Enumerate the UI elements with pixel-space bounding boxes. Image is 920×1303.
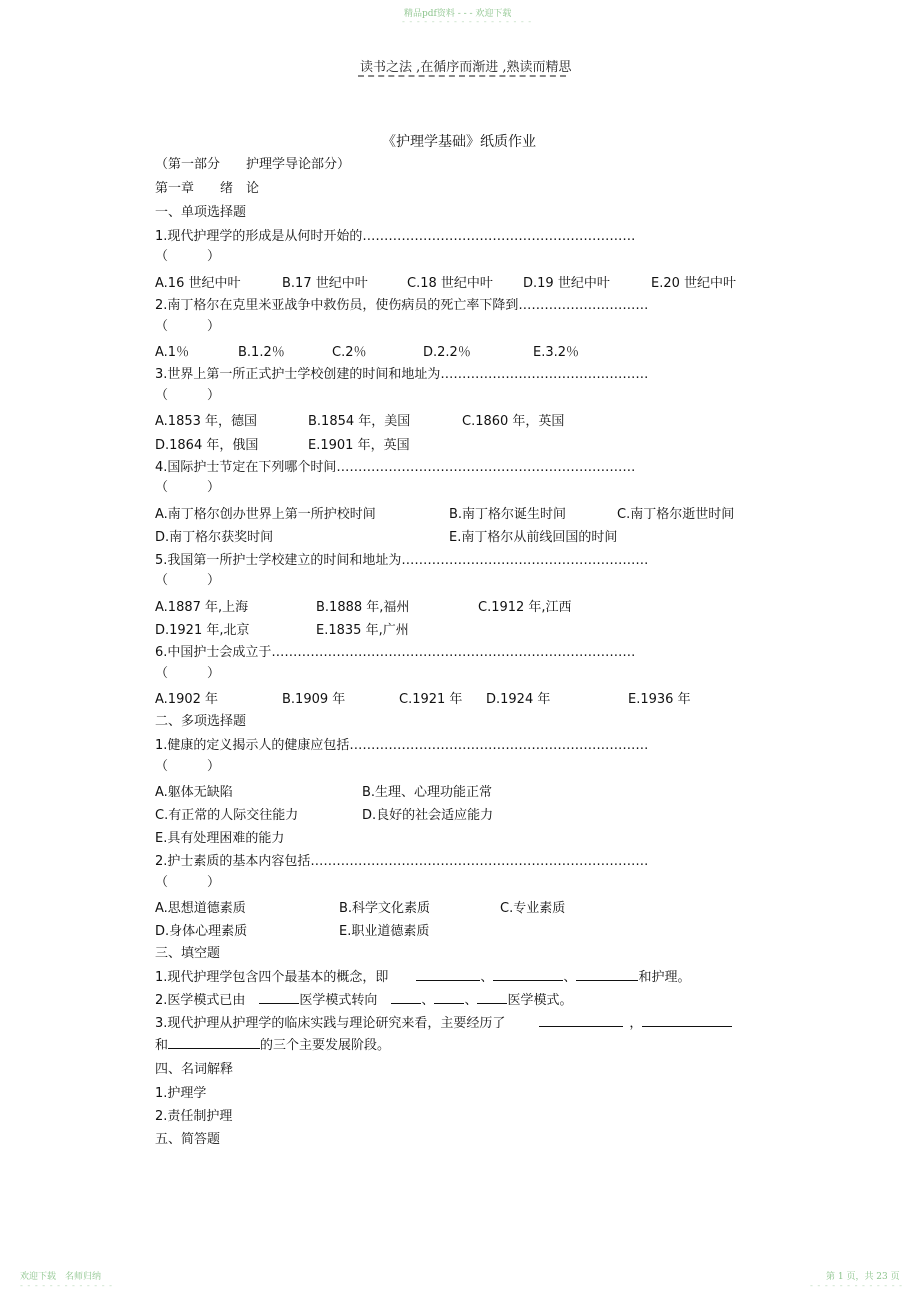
q3-option-a: A.1853 年，德国 [155,414,258,429]
f1-blank-2[interactable] [493,968,563,981]
q2-option-b: B.1.2％ [238,345,285,360]
q2-option-e: E.3.2％ [533,345,580,360]
f2-line [155,989,572,1008]
m2-option-b: B.科学文化素质 [339,901,431,916]
m1-stem: 1.健康的定义揭示人的健康应包括…………………………………………………………… [155,738,649,753]
q2-stem: 2.南丁格尔在克里米亚战争中救伤员，使伤病员的死亡率下降到………………………… [155,298,649,313]
footer-right-dash: - - - - - - - - - - - - - [810,1281,904,1290]
f2-blank-1[interactable] [259,991,299,1004]
f3-line-2 [155,1034,390,1053]
m1-option-d: D.良好的社会适应能力 [362,808,494,823]
q4-stem: 4.国际护士节定在下列哪个时间…………………………………………………………… [155,460,636,475]
q3-option-e: E.1901 年，英国 [308,438,410,453]
f3-line [155,1012,732,1031]
q6-option-b: B.1909 年 [282,692,346,707]
f2-text-b: 医学模式转向 [299,993,378,1008]
q6-answer-paren: （ ） [155,666,221,681]
m2-option-d: D.身体心理素质 [155,924,248,939]
motto: 读书之法 ,在循序而渐进 ,熟读而精思 [360,60,572,75]
q4-answer-paren: （ ） [155,480,221,495]
f2-text-a: 2.医学模式已由 [155,993,246,1008]
q3-option-b: B.1854 年，美国 [308,414,411,429]
q3-answer-paren: （ ） [155,388,221,403]
m2-option-c: C.专业素质 [500,901,566,916]
m1-option-b: B.生理、心理功能正常 [362,785,493,800]
motto-underline [358,75,566,77]
f1-blank-3[interactable] [576,968,638,981]
m1-option-e: E.具有处理困难的能力 [155,831,285,846]
f3-blank-2[interactable] [642,1014,732,1027]
f1-line [155,966,690,985]
top-banner: 精品pdf资料 - - - 欢迎下载 [404,9,512,19]
chapter-heading: 第一章 绪 论 [155,181,260,196]
part-heading: （第一部分 护理学导论部分） [155,157,351,172]
q1-stem: 1.现代护理学的形成是从何时开始的……………………………………………………… [155,229,636,244]
f2-blank-4[interactable] [477,991,507,1004]
q6-option-d: D.1924 年 [486,692,551,707]
footer-page-number: 第 1 页，共 23 页 [826,1272,900,1282]
q6-option-e: E.1936 年 [628,692,691,707]
q6-option-c: C.1921 年 [399,692,463,707]
f3-text-a: 3.现代护理从护理学的临床实践与理论研究来看，主要经历了 [155,1016,506,1031]
q1-option-b: B.17 世纪中叶 [282,276,368,291]
m2-option-e: E.职业道德素质 [339,924,430,939]
q6-option-a: A.1902 年 [155,692,219,707]
q4-option-b: B.南丁格尔诞生时间 [449,507,567,522]
q4-option-a: A.南丁格尔创办世界上第一所护校时间 [155,507,376,522]
q4-option-c: C.南丁格尔逝世时间 [617,507,735,522]
q1-option-a: A.16 世纪中叶 [155,276,241,291]
q6-stem: 6.中国护士会成立于………………………………………………………………………… [155,645,636,660]
q2-answer-paren: （ ） [155,319,221,334]
f2-blank-2[interactable] [391,991,421,1004]
f1-blank-1[interactable] [416,968,480,981]
f2-sep-1: 、 [421,993,435,1008]
section-short-answer: 五、简答题 [155,1132,221,1147]
m2-option-a: A.思想道德素质 [155,901,246,916]
m1-option-c: C.有正常的人际交往能力 [155,808,299,823]
q5-option-a: A.1887 年,上海 [155,600,249,615]
f3-comma: ， [629,1016,643,1031]
q5-stem: 5.我国第一所护士学校建立的时间和地址为………………………………………………… [155,553,649,568]
term-2: 2.责任制护理 [155,1109,233,1124]
q1-option-e: E.20 世纪中叶 [651,276,737,291]
term-1: 1.护理学 [155,1086,207,1101]
q3-stem: 3.世界上第一所正式护士学校创建的时间和地址为………………………………………… [155,367,649,382]
section-term-explain: 四、名词解释 [155,1062,234,1077]
q1-answer-paren: （ ） [155,249,221,264]
q1-option-d: D.19 世纪中叶 [523,276,610,291]
section-fill-blank: 三、填空题 [155,946,221,961]
section-single-choice: 一、单项选择题 [155,205,247,220]
q3-option-d: D.1864 年，俄国 [155,438,259,453]
page-title: 《护理学基础》纸质作业 [382,134,536,150]
m2-stem: 2.护士素质的基本内容包括…………………………………………………………………… [155,854,649,869]
f2-end: 医学模式。 [507,993,573,1008]
footer-left: 欢迎下载 名师归纳 [20,1272,102,1282]
f2-sep-2: 、 [464,993,478,1008]
f1-sep-2: 、 [563,970,577,985]
section-multi-choice: 二、多项选择题 [155,714,247,729]
f3-blank-3[interactable] [168,1036,260,1049]
q5-option-c: C.1912 年,江西 [478,600,572,615]
q4-option-e: E.南丁格尔从前线回国的时间 [449,530,618,545]
f3-he: 和 [155,1038,169,1053]
q4-option-d: D.南丁格尔获奖时间 [155,530,274,545]
f1-text: 1.现代护理学包含四个最基本的概念，即 [155,970,389,985]
f1-end: 和护理。 [638,970,691,985]
m1-option-a: A.躯体无缺陷 [155,785,233,800]
q5-option-e: E.1835 年,广州 [316,623,409,638]
q2-option-c: C.2％ [332,345,367,360]
f2-blank-3[interactable] [434,991,464,1004]
m1-answer-paren: （ ） [155,759,221,774]
f3-end: 的三个主要发展阶段。 [260,1038,391,1053]
q3-option-c: C.1860 年，英国 [462,414,565,429]
q1-option-c: C.18 世纪中叶 [407,276,493,291]
f1-sep-1: 、 [480,970,494,985]
q5-option-b: B.1888 年,福州 [316,600,410,615]
q5-option-d: D.1921 年,北京 [155,623,250,638]
top-banner-dash: - - - - - - - - - - - - - - - - - - [402,17,533,26]
q2-option-d: D.2.2％ [423,345,471,360]
q5-answer-paren: （ ） [155,573,221,588]
footer-left-dash: - - - - - - - - - - - - - [20,1281,114,1290]
q2-option-a: A.1％ [155,345,190,360]
m2-answer-paren: （ ） [155,875,221,890]
f3-blank-1[interactable] [539,1014,623,1027]
